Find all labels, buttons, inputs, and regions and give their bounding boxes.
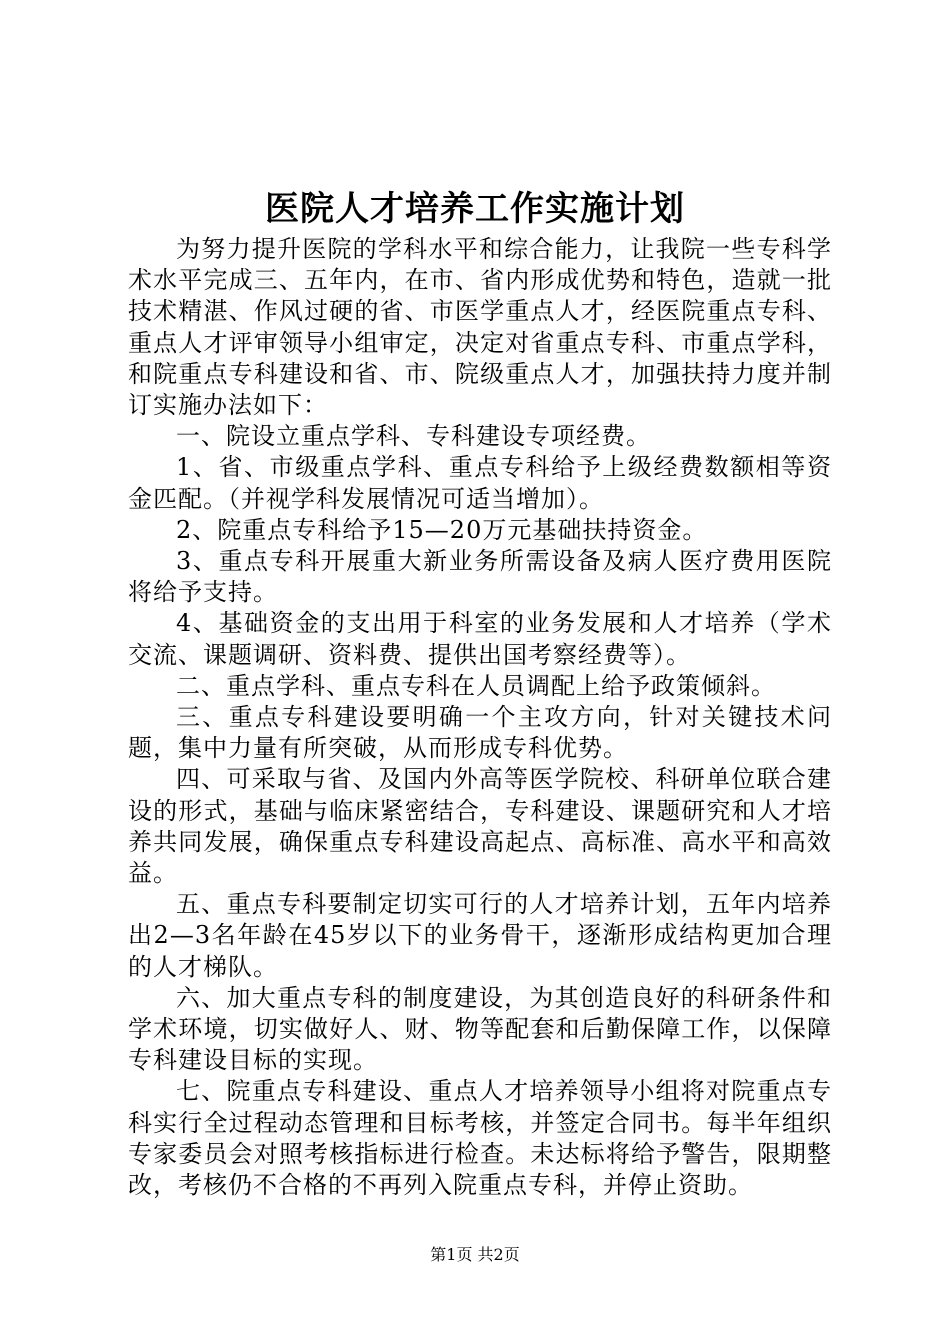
paragraph-item-4: 4、基础资金的支出用于科室的业务发展和人才培养（学术交流、课题调研、资料费、提供出国考察经费等）。 [128,609,832,669]
page-number: 第1页 共2页 [430,1245,520,1264]
paragraph-section-3: 三、重点专科建设要明确一个主攻方向，针对关键技术问题，集中力量有所突破，从而形成专科优势。 [128,703,832,763]
paragraph-section-6: 六、加大重点专科的制度建设，为其创造良好的科研条件和学术环境，切实做好人、财、物等配套和后勤保障工作，以保障专科建设目标的实现。 [128,983,832,1075]
paragraph-item-3: 3、重点专科开展重大新业务所需设备及病人医疗费用医院将给予支持。 [128,547,832,607]
paragraph-item-1: 1、省、市级重点学科、重点专科给予上级经费数额相等资金匹配。（并视学科发展情况可适当增加）。 [128,453,832,513]
document-title: 医院人才培养工作实施计划 [265,189,685,229]
paragraph-section-1: 一、院设立重点学科、专科建设专项经费。 [176,422,651,451]
paragraph-item-2: 2、院重点专科给予15—20万元基础扶持资金。 [176,515,708,544]
paragraph-section-4: 四、可采取与省、及国内外高等医学院校、科研单位联合建设的形式，基础与临床紧密结合，专科建设、课题研究和人才培养共同发展，确保重点专科建设高起点、高标准、高水平和高效益。 [128,765,832,888]
paragraph-section-7: 七、院重点专科建设、重点人才培养领导小组将对院重点专科实行全过程动态管理和目标考核，并签定合同书。每半年组织专家委员会对照考核指标进行检查。未达标将给予警告，限期整改，考核仍不合格的不再列入院重点专科，并停止资助。 [128,1077,832,1200]
paragraph-section-2: 二、重点学科、重点专科在人员调配上给予政策倾斜。 [176,671,776,700]
paragraph-intro: 为努力提升医院的学科水平和综合能力，让我院一些专科学术水平完成三、五年内，在市、省内形成优势和特色，造就一批技术精湛、作风过硬的省、市医学重点人才，经医院重点专科、重点人才评审领导小组审定，决定对省重点专科、市重点学科，和院重点专科建设和省、市、院级重点人才，加强扶持力度并制订实施办法如下： [128,235,832,420]
paragraph-section-5: 五、重点专科要制定切实可行的人才培养计划，五年内培养出2—3名年龄在45岁以下的业务骨干，逐渐形成结构更加合理的人才梯队。 [128,890,832,981]
document-body [128,234,832,1201]
